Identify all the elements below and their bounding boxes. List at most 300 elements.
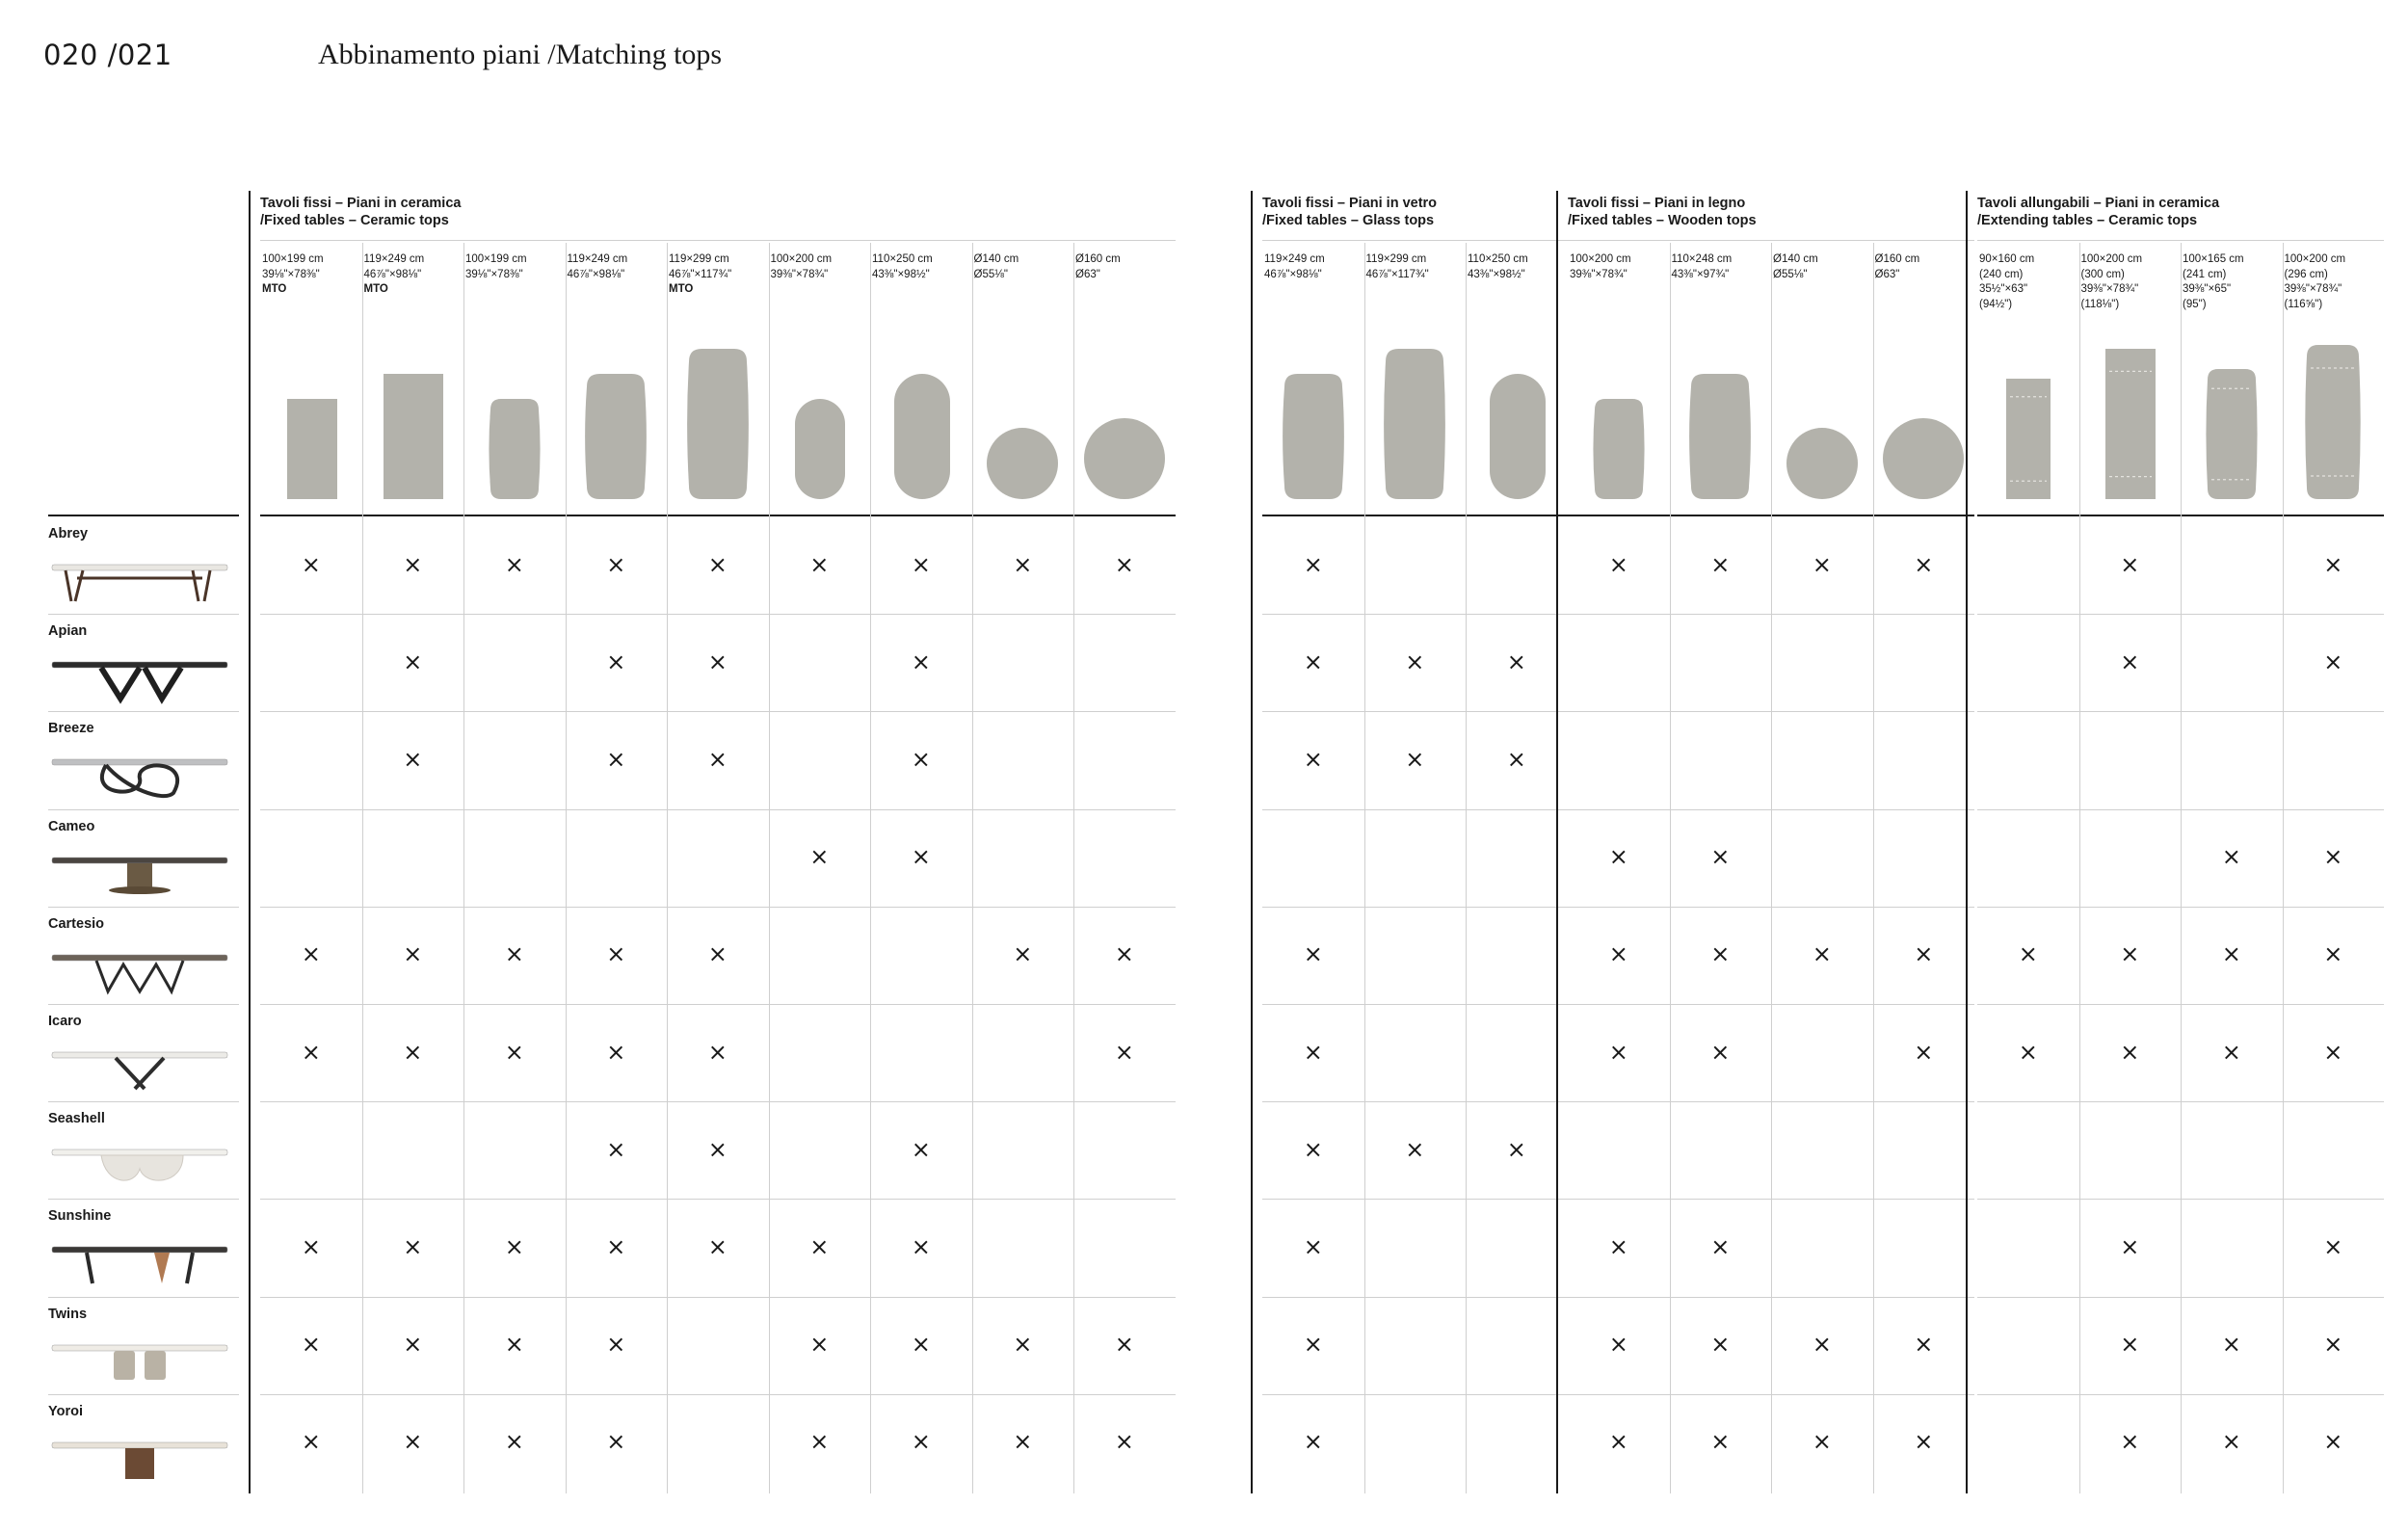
table-sculpted-base-image	[48, 1140, 231, 1188]
column-divider	[2181, 243, 2182, 1493]
top-shape	[979, 335, 1066, 499]
top-shape	[1779, 335, 1866, 499]
product-thumbnail	[48, 1043, 231, 1091]
column-divider	[2079, 243, 2080, 1493]
product-thumbnail	[48, 1140, 231, 1188]
compatibility-mark: ×	[403, 647, 423, 675]
top-shape	[1081, 335, 1168, 499]
rect-small-shape	[268, 335, 355, 499]
column-divider	[1073, 243, 1074, 1493]
barrel-small-shape	[471, 335, 558, 499]
group-divider	[1251, 191, 1253, 1493]
row-divider	[1262, 1004, 1568, 1005]
label-row-divider	[48, 1004, 239, 1005]
column-dimension: 100×200 cm	[770, 253, 833, 265]
column-divider	[1466, 243, 1467, 1493]
compatibility-mark: ×	[403, 746, 423, 773]
row-divider	[260, 1297, 1176, 1298]
row-divider	[1977, 1394, 2384, 1395]
compatibility-mark: ×	[301, 550, 321, 578]
ext-rect-large-shape	[2086, 335, 2173, 499]
column-dimension: 100×165 cm	[2183, 253, 2244, 265]
compatibility-mark: ×	[1710, 1331, 1731, 1359]
top-shape	[2188, 335, 2275, 499]
compatibility-mark: ×	[606, 1331, 626, 1359]
compatibility-mark: ×	[1812, 940, 1832, 968]
label-row-divider	[48, 614, 239, 615]
barrel-medium-shape	[1677, 335, 1763, 499]
column-dimension: Ø160 cm	[1075, 253, 1121, 265]
compatibility-mark: ×	[2120, 1428, 2140, 1456]
barrel-small-shape	[1575, 335, 1662, 499]
label-row-divider	[48, 809, 239, 810]
row-divider	[1568, 1394, 1974, 1395]
circle-large-shape	[1880, 335, 1967, 499]
product-thumbnail	[48, 1237, 231, 1285]
table-dark-wood-legs-image	[48, 555, 231, 603]
header-rule	[1262, 515, 1568, 516]
group-divider	[1966, 191, 1968, 1493]
top-shape	[2086, 335, 2173, 499]
compatibility-mark: ×	[1710, 550, 1731, 578]
compatibility-mark: ×	[1914, 940, 1934, 968]
compatibility-mark: ×	[403, 1233, 423, 1260]
column-divider	[972, 243, 973, 1493]
column-dimension: 39⅜"×78¾"	[770, 268, 829, 280]
label-row-divider	[48, 1394, 239, 1395]
row-divider	[1262, 1199, 1568, 1200]
compatibility-mark: ×	[1303, 940, 1323, 968]
column-dimension: Ø63"	[1874, 268, 1900, 280]
column-dimension: (95")	[2183, 298, 2207, 310]
row-name: Icaro	[48, 1014, 82, 1029]
compatibility-mark: ×	[2221, 1038, 2241, 1066]
column-divider	[667, 243, 668, 1493]
column-dimension: 39⅜"×65"	[2183, 283, 2232, 295]
compatibility-mark: ×	[504, 1428, 524, 1456]
column-dimension: 110×248 cm	[1671, 253, 1733, 265]
column-dimension: 39⅛"×78⅜"	[262, 268, 320, 280]
compatibility-mark: ×	[1303, 746, 1323, 773]
column-dimension: (296 cm)	[2284, 268, 2328, 280]
row-divider	[260, 907, 1176, 908]
column-dimension: Ø160 cm	[1874, 253, 1920, 265]
pill-large-shape	[878, 335, 965, 499]
ext-barrel-large-shape	[2289, 335, 2376, 499]
compatibility-mark: ×	[2323, 1428, 2343, 1456]
compatibility-mark: ×	[1914, 550, 1934, 578]
compatibility-mark: ×	[2120, 940, 2140, 968]
column-dimension: 110×250 cm	[872, 253, 933, 265]
compatibility-mark: ×	[911, 647, 931, 675]
row-divider	[1568, 1101, 1974, 1102]
group-title: Tavoli fissi – Piani in legno	[1568, 196, 1746, 211]
row-divider	[1977, 1297, 2384, 1298]
column-dimension: (118⅛")	[2080, 298, 2120, 310]
column-dimension: 119×299 cm	[669, 253, 729, 265]
row-divider	[1568, 1004, 1974, 1005]
compatibility-mark: ×	[1710, 1428, 1731, 1456]
compatibility-mark: ×	[301, 1428, 321, 1456]
column-dimension: 46⅞"×117¾"	[669, 268, 732, 280]
compatibility-mark: ×	[403, 1038, 423, 1066]
row-divider	[1977, 1101, 2384, 1102]
barrel-large-shape	[675, 335, 761, 499]
table-twin-pedestal-image	[48, 1335, 231, 1384]
compatibility-mark: ×	[504, 550, 524, 578]
compatibility-mark: ×	[707, 1135, 728, 1163]
column-divider	[870, 243, 871, 1493]
row-divider	[1568, 907, 1974, 908]
compatibility-mark: ×	[1303, 1233, 1323, 1260]
column-dimension: (300 cm)	[2080, 268, 2125, 280]
compatibility-mark: ×	[809, 550, 830, 578]
compatibility-mark: ×	[1114, 940, 1134, 968]
product-thumbnail	[48, 1335, 231, 1384]
top-shape	[1677, 335, 1763, 499]
circle-large-shape	[1081, 335, 1168, 499]
compatibility-mark: ×	[2018, 940, 2038, 968]
compatibility-mark: ×	[504, 940, 524, 968]
row-divider	[1568, 1199, 1974, 1200]
header-rule	[260, 515, 1176, 516]
column-dimension: 100×199 cm	[465, 253, 527, 265]
compatibility-mark: ×	[606, 647, 626, 675]
compatibility-mark: ×	[606, 1233, 626, 1260]
compatibility-mark: ×	[403, 1331, 423, 1359]
row-name: Apian	[48, 623, 88, 640]
compatibility-mark: ×	[1013, 1428, 1033, 1456]
row-divider	[1262, 1101, 1568, 1102]
compatibility-mark: ×	[1013, 940, 1033, 968]
compatibility-mark: ×	[707, 1233, 728, 1260]
compatibility-mark: ×	[1303, 1331, 1323, 1359]
compatibility-mark: ×	[403, 940, 423, 968]
compatibility-mark: ×	[1303, 647, 1323, 675]
group-title: Tavoli allungabili – Piani in ceramica	[1977, 196, 2220, 211]
compatibility-mark: ×	[809, 1428, 830, 1456]
rect-large-shape	[369, 335, 456, 499]
column-dimension: 119×249 cm	[567, 253, 628, 265]
compatibility-mark: ×	[1303, 1038, 1323, 1066]
column-divider	[1873, 243, 1874, 1493]
row-name: Breeze	[48, 721, 94, 737]
row-divider	[1977, 614, 2384, 615]
column-divider	[1364, 243, 1365, 1493]
group-title-rule	[1977, 240, 2384, 241]
mto-label: MTO	[669, 283, 694, 295]
row-divider	[1977, 1004, 2384, 1005]
column-divider	[566, 243, 567, 1493]
label-row-divider	[48, 1101, 239, 1102]
compatibility-mark: ×	[1914, 1331, 1934, 1359]
compatibility-mark: ×	[707, 940, 728, 968]
column-dimension: 39⅜"×78¾"	[1570, 268, 1627, 280]
compatibility-mark: ×	[606, 1038, 626, 1066]
compatibility-mark: ×	[2018, 1038, 2038, 1066]
compatibility-mark: ×	[1608, 1233, 1628, 1260]
compatibility-mark: ×	[1710, 1233, 1731, 1260]
label-row-divider	[48, 907, 239, 908]
row-divider	[1262, 614, 1568, 615]
compatibility-mark: ×	[2323, 1038, 2343, 1066]
ext-rect-small-shape	[1985, 335, 2072, 499]
compatibility-mark: ×	[1608, 1428, 1628, 1456]
compatibility-mark: ×	[1710, 1038, 1731, 1066]
column-dimension: 39⅛"×78⅜"	[465, 268, 523, 280]
column-dimension: (240 cm)	[1979, 268, 2024, 280]
group-subtitle: /Fixed tables – Ceramic tops	[260, 213, 449, 228]
product-thumbnail	[48, 1433, 231, 1481]
compatibility-mark: ×	[707, 550, 728, 578]
column-dimension: 39⅜"×78¾"	[2284, 283, 2342, 295]
column-dimension: 119×299 cm	[1365, 253, 1427, 265]
compatibility-mark: ×	[1303, 550, 1323, 578]
compatibility-mark: ×	[1608, 1038, 1628, 1066]
compatibility-mark: ×	[1303, 1428, 1323, 1456]
column-dimension: Ø63"	[1075, 268, 1100, 280]
compatibility-mark: ×	[2120, 647, 2140, 675]
top-shape	[2289, 335, 2376, 499]
compatibility-mark: ×	[1812, 1428, 1832, 1456]
compatibility-mark: ×	[1914, 1428, 1934, 1456]
compatibility-mark: ×	[1013, 1331, 1033, 1359]
column-dimension: (116⅝")	[2284, 298, 2323, 310]
column-dimension: 46⅞"×98⅛"	[1264, 268, 1322, 280]
column-dimension: 43⅜"×98½"	[872, 268, 930, 280]
circle-small-shape	[1779, 335, 1866, 499]
row-divider	[1262, 1394, 1568, 1395]
compatibility-mark: ×	[2221, 1331, 2241, 1359]
column-dimension: 110×250 cm	[1468, 253, 1528, 265]
column-dimension: 119×249 cm	[1264, 253, 1325, 265]
row-name: Yoroi	[48, 1403, 83, 1419]
compatibility-mark: ×	[403, 550, 423, 578]
group-divider	[1556, 191, 1558, 1493]
row-divider	[260, 1101, 1176, 1102]
compatibility-mark: ×	[2221, 843, 2241, 871]
table-zigzag-base-image	[48, 945, 231, 993]
label-row-divider	[48, 1199, 239, 1200]
top-shape	[268, 335, 355, 499]
compatibility-mark: ×	[1114, 1428, 1134, 1456]
pill-small-shape	[776, 335, 862, 499]
compatibility-mark: ×	[1506, 1135, 1526, 1163]
compatibility-mark: ×	[1114, 1331, 1134, 1359]
compatibility-mark: ×	[707, 746, 728, 773]
page-number: 020 /021	[43, 39, 172, 71]
compatibility-mark: ×	[2323, 1233, 2343, 1260]
compatibility-mark: ×	[911, 1233, 931, 1260]
compatibility-mark: ×	[504, 1331, 524, 1359]
compatibility-mark: ×	[2120, 1038, 2140, 1066]
compatibility-mark: ×	[2120, 550, 2140, 578]
top-shape	[1473, 335, 1560, 499]
column-dimension: (94½")	[1979, 298, 2013, 310]
row-divider	[260, 1004, 1176, 1005]
compatibility-mark: ×	[1812, 550, 1832, 578]
compatibility-mark: ×	[2323, 647, 2343, 675]
column-divider	[2283, 243, 2284, 1493]
compatibility-mark: ×	[606, 746, 626, 773]
compatibility-mark: ×	[301, 1331, 321, 1359]
row-divider	[260, 1394, 1176, 1395]
compatibility-mark: ×	[1506, 647, 1526, 675]
row-divider	[1977, 907, 2384, 908]
compatibility-mark: ×	[2221, 940, 2241, 968]
column-divider	[463, 243, 464, 1493]
column-dimension: 39⅜"×78¾"	[2080, 283, 2139, 295]
compatibility-mark: ×	[1710, 843, 1731, 871]
group-title-rule	[1262, 240, 1568, 241]
compatibility-mark: ×	[1812, 1331, 1832, 1359]
row-name: Cartesio	[48, 915, 105, 932]
column-dimension: 46⅞"×98⅛"	[567, 268, 625, 280]
group-title: Tavoli fissi – Piani in ceramica	[260, 196, 462, 211]
compatibility-mark: ×	[2221, 1428, 2241, 1456]
product-thumbnail	[48, 555, 231, 603]
column-dimension: Ø55⅛"	[1773, 268, 1808, 280]
row-name: Sunshine	[48, 1208, 112, 1225]
column-divider	[1670, 243, 1671, 1493]
barrel-medium-shape	[572, 335, 659, 499]
compatibility-mark: ×	[911, 746, 931, 773]
label-header-rule	[48, 515, 239, 516]
pill-large-shape	[1473, 335, 1560, 499]
column-dimension: Ø140 cm	[1773, 253, 1818, 265]
mto-label: MTO	[262, 283, 287, 295]
compatibility-mark: ×	[911, 1331, 931, 1359]
group-title-rule	[1568, 240, 1974, 241]
column-dimension: 90×160 cm	[1979, 253, 2035, 265]
product-thumbnail	[48, 848, 231, 896]
page-title: Abbinamento piani /Matching tops	[318, 39, 723, 70]
row-name: Seashell	[48, 1111, 105, 1127]
compatibility-mark: ×	[1608, 940, 1628, 968]
barrel-large-shape	[1371, 335, 1458, 499]
compatibility-mark: ×	[2120, 1233, 2140, 1260]
ext-barrel-small-shape	[2188, 335, 2275, 499]
column-dimension: 43⅜"×98½"	[1468, 268, 1525, 280]
group-divider	[249, 191, 251, 1493]
product-thumbnail	[48, 750, 231, 798]
compatibility-mark: ×	[403, 1428, 423, 1456]
compatibility-mark: ×	[911, 843, 931, 871]
row-divider	[260, 711, 1176, 712]
compatibility-mark: ×	[1710, 940, 1731, 968]
column-dimension: 46⅞"×117¾"	[1365, 268, 1429, 280]
mto-label: MTO	[363, 283, 388, 295]
compatibility-mark: ×	[2120, 1331, 2140, 1359]
compatibility-mark: ×	[2323, 843, 2343, 871]
compatibility-mark: ×	[606, 1135, 626, 1163]
column-dimension: 100×200 cm	[1570, 253, 1631, 265]
column-dimension: 35½"×63"	[1979, 283, 2028, 295]
compatibility-mark: ×	[504, 1233, 524, 1260]
compatibility-mark: ×	[1405, 746, 1425, 773]
row-divider	[1262, 711, 1568, 712]
compatibility-mark: ×	[1608, 843, 1628, 871]
row-divider	[1977, 809, 2384, 810]
top-shape	[471, 335, 558, 499]
group-title-rule	[260, 240, 1176, 241]
compatibility-mark: ×	[301, 1233, 321, 1260]
compatibility-mark: ×	[1013, 550, 1033, 578]
column-dimension: Ø55⅛"	[973, 268, 1008, 280]
row-divider	[1262, 809, 1568, 810]
label-row-divider	[48, 711, 239, 712]
column-dimension: Ø140 cm	[973, 253, 1019, 265]
compatibility-mark: ×	[809, 1233, 830, 1260]
row-name: Cameo	[48, 818, 95, 834]
top-shape	[572, 335, 659, 499]
product-thumbnail	[48, 945, 231, 993]
compatibility-mark: ×	[809, 843, 830, 871]
column-divider	[362, 243, 363, 1493]
compatibility-mark: ×	[1405, 1135, 1425, 1163]
compatibility-mark: ×	[911, 1428, 931, 1456]
group-title: Tavoli fissi – Piani in vetro	[1262, 196, 1438, 211]
group-subtitle: /Fixed tables – Wooden tops	[1568, 213, 1757, 228]
product-thumbnail	[48, 652, 231, 700]
top-shape	[776, 335, 862, 499]
circle-small-shape	[979, 335, 1066, 499]
table-dark-top-legs-image	[48, 1237, 231, 1285]
row-name: Abrey	[48, 526, 89, 541]
compatibility-mark: ×	[606, 1428, 626, 1456]
row-divider	[260, 614, 1176, 615]
compatibility-mark: ×	[1506, 746, 1526, 773]
column-dimension: 100×200 cm	[2080, 253, 2143, 265]
row-divider	[260, 809, 1176, 810]
table-black-v-base-image	[48, 652, 231, 700]
compatibility-mark: ×	[301, 940, 321, 968]
group-subtitle: /Fixed tables – Glass tops	[1262, 213, 1435, 228]
column-dimension: 119×249 cm	[363, 253, 425, 265]
compatibility-mark: ×	[911, 550, 931, 578]
compatibility-mark: ×	[2323, 550, 2343, 578]
top-shape	[1985, 335, 2072, 499]
column-divider	[1771, 243, 1772, 1493]
column-dimension: 46⅞"×98⅛"	[363, 268, 422, 280]
row-divider	[1262, 907, 1568, 908]
table-block-base-image	[48, 1433, 231, 1481]
row-divider	[1568, 614, 1974, 615]
column-dimension: 100×200 cm	[2284, 253, 2346, 265]
top-shape	[1270, 335, 1357, 499]
compatibility-mark: ×	[1608, 1331, 1628, 1359]
compatibility-mark: ×	[1303, 1135, 1323, 1163]
row-divider	[1568, 809, 1974, 810]
top-shape	[878, 335, 965, 499]
label-row-divider	[48, 1297, 239, 1298]
compatibility-mark: ×	[606, 550, 626, 578]
top-shape	[1880, 335, 1967, 499]
compatibility-mark: ×	[707, 647, 728, 675]
barrel-medium-shape	[1270, 335, 1357, 499]
top-shape	[1575, 335, 1662, 499]
compatibility-mark: ×	[2323, 940, 2343, 968]
compatibility-mark: ×	[1114, 550, 1134, 578]
compatibility-mark: ×	[1608, 550, 1628, 578]
top-shape	[675, 335, 761, 499]
column-divider	[769, 243, 770, 1493]
compatibility-mark: ×	[707, 1038, 728, 1066]
row-divider	[1977, 1199, 2384, 1200]
compatibility-mark: ×	[809, 1331, 830, 1359]
compatibility-mark: ×	[1405, 647, 1425, 675]
column-dimension: 43⅜"×97¾"	[1671, 268, 1730, 280]
